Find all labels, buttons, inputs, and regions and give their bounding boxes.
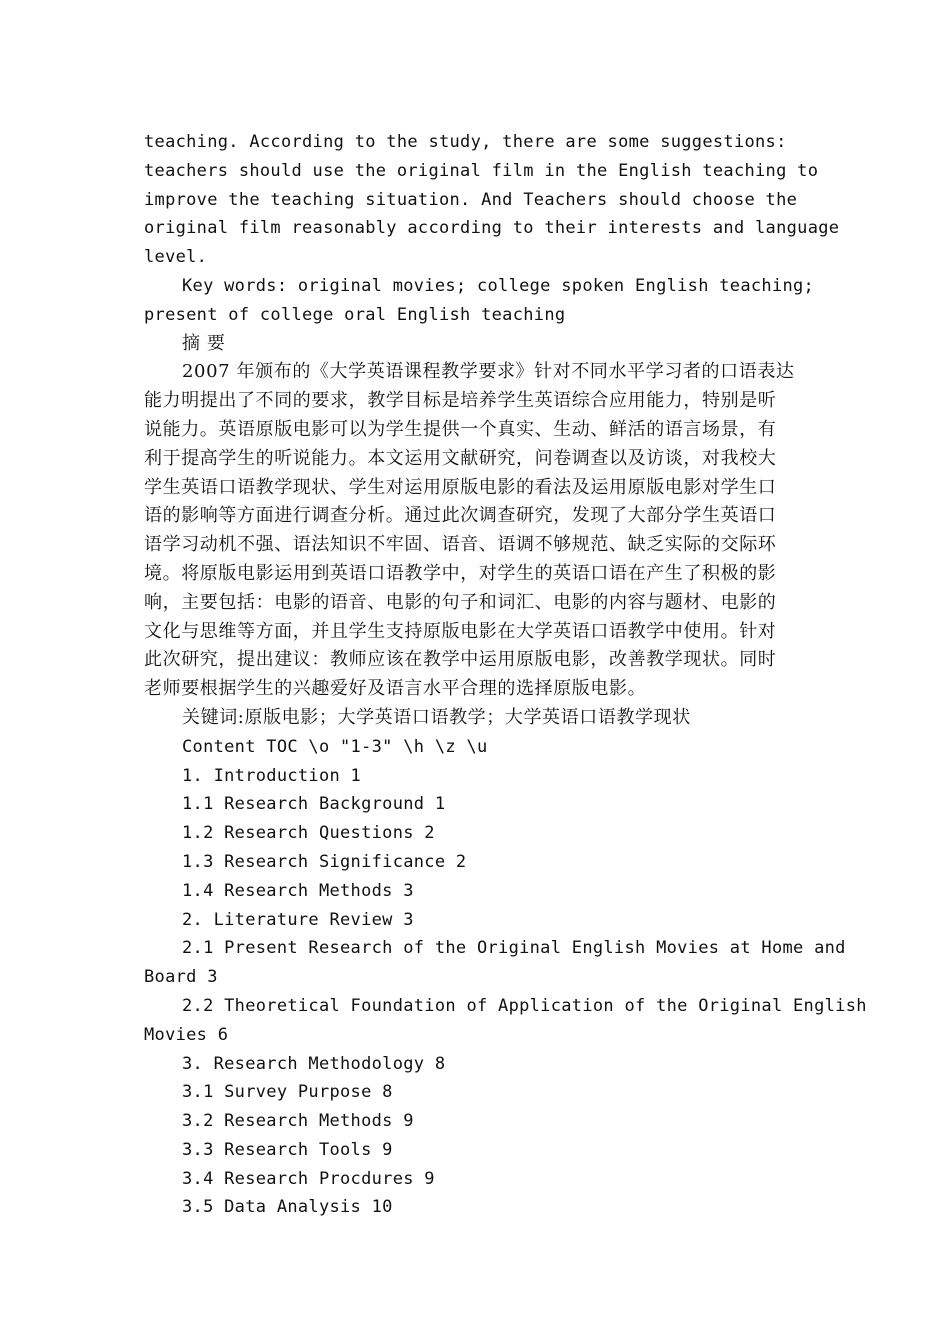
document-body bbox=[144, 128, 867, 1222]
abstract-cn-line: 文化与思维等方面，并且学生支持原版电影在大学英语口语教学中使用。针对 bbox=[144, 620, 777, 642]
toc-entry[interactable]: 1.1 Research Background 1 bbox=[182, 794, 446, 815]
abstract-cn-line: 语的影响等方面进行调查分析。通过此次调查研究，发现了大部分学生英语口 bbox=[144, 505, 777, 527]
abstract-cn-line: 利于提高学生的听说能力。本文运用文献研究，问卷调查以及访谈，对我校大 bbox=[144, 447, 777, 469]
abstract-cn-line: 能力明提出了不同的要求，教学目标是培养学生英语综合应用能力，特别是听 bbox=[144, 390, 777, 412]
abstract-en-line: teaching. According to the study, there are some suggestions: bbox=[144, 132, 787, 152]
toc-entry-continued[interactable]: Movies 6 bbox=[144, 1024, 229, 1045]
abstract-en-line: improve the teaching situation. And Teachers should choose the bbox=[144, 189, 798, 210]
toc-entry[interactable]: 3.2 Research Methods 9 bbox=[182, 1111, 414, 1132]
toc-entry[interactable]: 1. Introduction 1 bbox=[182, 765, 362, 786]
toc-entry[interactable]: 2.2 Theoretical Foundation of Application of the Original English bbox=[182, 995, 867, 1016]
abstract-cn-line: 老师要根据学生的兴趣爱好及语言水平合理的选择原版电影。 bbox=[144, 678, 647, 700]
toc-entry[interactable]: 3.4 Research Procdures 9 bbox=[182, 1168, 435, 1189]
toc-title: Content TOC \o "1-3" \h \z \u bbox=[182, 736, 488, 757]
abstract-cn-line: 语学习动机不强、语法知识不牢固、语音、语调不够规范、缺乏实际的交际环 bbox=[144, 534, 777, 556]
toc-entry[interactable]: 1.2 Research Questions 2 bbox=[182, 823, 435, 844]
toc-entry[interactable]: 2.1 Present Research of the Original English Movies at Home and bbox=[182, 938, 846, 959]
abstract-cn-line: 境。将原版电影运用到英语口语教学中，对学生的英语口语在产生了积极的影 bbox=[144, 562, 777, 584]
abstract-cn-heading: 摘 要 bbox=[182, 332, 226, 354]
toc-entry[interactable]: 2. Literature Review 3 bbox=[182, 909, 414, 930]
keywords-en-continued: present of college oral English teaching bbox=[144, 304, 566, 325]
toc-entry[interactable]: 3.3 Research Tools 9 bbox=[182, 1139, 393, 1160]
abstract-en-line: original film reasonably according to their interests and language bbox=[144, 218, 840, 239]
toc-entry[interactable]: 3.1 Survey Purpose 8 bbox=[182, 1082, 393, 1103]
keywords-en: Key words: original movies; college spoken English teaching; bbox=[182, 275, 815, 296]
toc-entry-continued[interactable]: Board 3 bbox=[144, 967, 218, 988]
abstract-cn-line: 学生英语口语教学现状、学生对运用原版电影的看法及运用原版电影对学生口 bbox=[144, 476, 777, 498]
abstract-en-line: teachers should use the original film in the English teaching to bbox=[144, 160, 819, 181]
toc-entry[interactable]: 3.5 Data Analysis 10 bbox=[182, 1197, 393, 1218]
abstract-cn-line: 响，主要包括：电影的语音、电影的句子和词汇、电影的内容与题材、电影的 bbox=[144, 591, 777, 613]
abstract-cn-line: 2007 年颁布的《大学英语课程教学要求》针对不同水平学习者的口语表达 bbox=[182, 361, 795, 383]
abstract-cn-line: 说能力。英语原版电影可以为学生提供一个真实、生动、鲜活的语言场景，有 bbox=[144, 418, 777, 440]
toc-entry[interactable]: 1.4 Research Methods 3 bbox=[182, 880, 414, 901]
toc-entry[interactable]: 1.3 Research Significance 2 bbox=[182, 851, 467, 872]
toc-entry[interactable]: 3. Research Methodology 8 bbox=[182, 1053, 446, 1074]
abstract-cn-line: 此次研究，提出建议：教师应该在教学中运用原版电影，改善教学现状。同时 bbox=[144, 649, 777, 671]
keywords-cn: 关键词:原版电影；大学英语口语教学；大学英语口语教学现状 bbox=[182, 706, 691, 728]
abstract-en-line: level. bbox=[144, 247, 208, 268]
